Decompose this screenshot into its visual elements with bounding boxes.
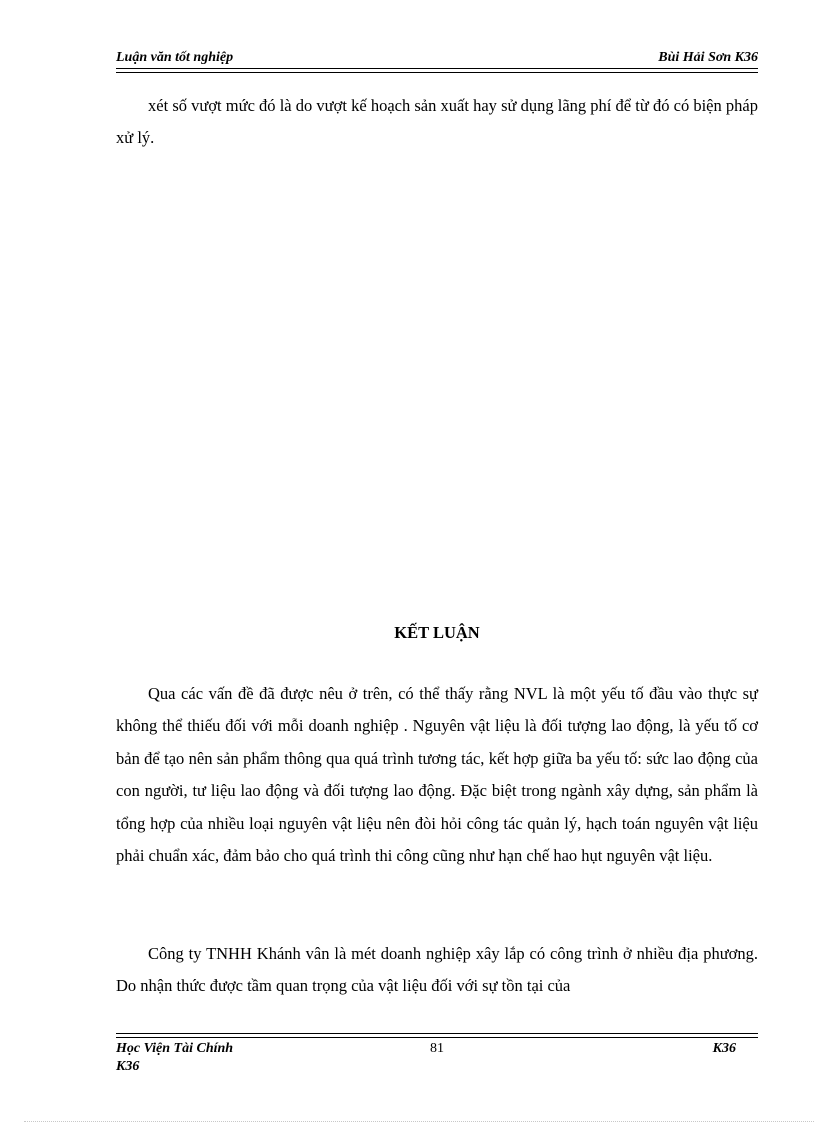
section-title: KẾT LUẬN bbox=[394, 623, 480, 642]
footer-right-class: K36 bbox=[712, 1041, 736, 1056]
paragraph-conclusion-2: Công ty TNHH Khánh vân là mét doanh nghiệp xây lắp có công trình ở nhiều địa phương. Do nhận thức được tầm quan trọng của vật liệu đối với sự tồn tại của bbox=[116, 944, 758, 996]
header-author: Bùi Hải Sơn K36 bbox=[658, 50, 758, 65]
footer-institution: Học Viện Tài Chính bbox=[116, 1041, 234, 1056]
page-bottom-edge bbox=[24, 1121, 814, 1122]
footer-class: K36 bbox=[116, 1059, 140, 1074]
footer-rule bbox=[116, 1033, 758, 1038]
page-footer bbox=[116, 1040, 758, 1080]
header-thesis-label: Luận văn tốt nghiệp bbox=[116, 50, 234, 65]
header-rule bbox=[116, 68, 758, 73]
page-header bbox=[116, 50, 758, 68]
paragraph-continuation: xét số vượt mức đó là do vượt kế hoạch sản xuất hay sử dụng lãng phí để từ đó có biện pháp xử lý. bbox=[116, 96, 758, 148]
page-number: 81 bbox=[430, 1041, 444, 1056]
paragraph-conclusion-1: Qua các vấn đề đã được nêu ở trên, có thể thấy rằng NVL là một yếu tố đầu vào thực sự không thể thiếu đối với mỗi doanh nghiệp . Nguyên vật liệu là đối tượng lao động, là yếu tố cơ bản để tạo nên sản phẩm thông qua quá trình tương tác, kết hợp giữa ba yếu tố: sức lao động của con người, tư liệu lao động và đối tượng lao động. Đặc biệt trong ngành xây dựng, sản phẩm là tổng hợp của nhiều loại nguyên vật liệu nên đòi hỏi công tác quản lý, hạch toán nguyên vật liệu phải chuẩn xác, đảm bảo cho quá trình thi công cũng như hạn chế hao hụt nguyên vật liệu. bbox=[116, 684, 758, 866]
